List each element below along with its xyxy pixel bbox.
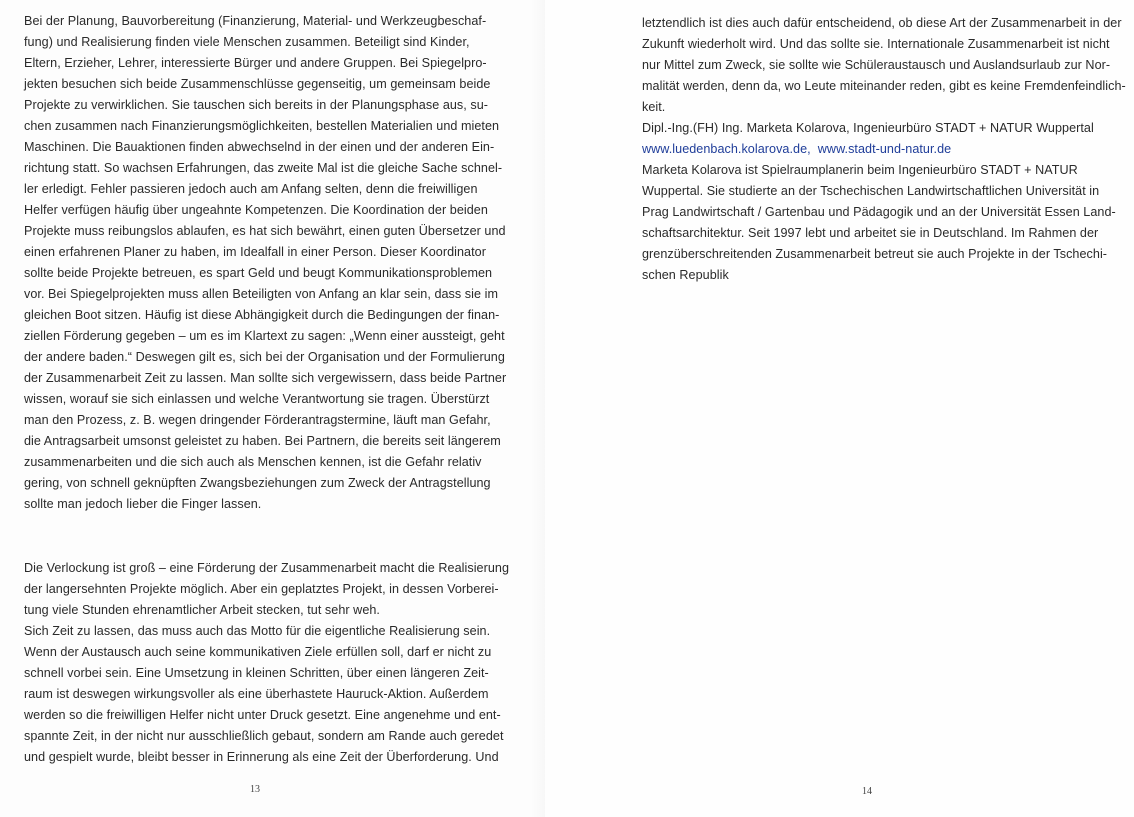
text-line: malität werden, denn da, wo Leute miteinander reden, gibt es keine Fremdenfeindlich-	[642, 79, 1126, 93]
text-line: ler erledigt. Fehler passieren jedoch auch am Anfang selten, denn die freiwilligen	[24, 182, 478, 196]
text-line: raum ist deswegen wirkungsvoller als eine überhastete Hauruck-Aktion. Außerdem	[24, 687, 489, 701]
text-line: Helfer verfügen häufig über ungeahnte Kompetenzen. Die Koordination der beiden	[24, 203, 488, 217]
text-line: Marketa Kolarova ist Spielraumplanerin beim Ingenieurbüro STADT + NATUR	[642, 163, 1078, 177]
text-line: Wenn der Austausch auch seine kommunikativen Ziele erfüllen soll, darf er nicht zu	[24, 645, 492, 659]
right-page	[545, 0, 1134, 817]
text-line: gleichen Boot sitzen. Häufig ist diese Abhängigkeit durch die Bedingungen der finan-	[24, 308, 500, 322]
text-line: und gespielt wurde, bleibt besser in Erinnerung als eine Zeit der Überforderung. Und	[24, 750, 499, 764]
text-line: jekten besuchen sich beide Zusammenschlüsse gegenseitig, um gemeinsam beide	[24, 77, 491, 91]
text-line: schen Republik	[642, 268, 729, 282]
text-line: chen zusammen nach Finanzierungsmöglichkeiten, bestellen Materialien und mieten	[24, 119, 500, 133]
page-number-left: 13	[250, 784, 260, 795]
page-number-right: 14	[862, 786, 872, 797]
text-line: Bei der Planung, Bauvorbereitung (Finanzierung, Material- und Werkzeugbeschaf-	[24, 14, 487, 28]
text-line: zusammenarbeiten und die sich auch als Menschen kennen, ist die Gefahr relativ	[24, 455, 482, 469]
links-line	[642, 139, 1126, 160]
text-line: grenzüberschreitenden Zusammenarbeit betreut sie auch Projekte in der Tschechi-	[642, 247, 1108, 261]
text-line: der langersehnten Projekte möglich. Aber ein geplatztes Projekt, in dessen Vorberei-	[24, 582, 499, 596]
text-line: Projekte muss reibungslos ablaufen, es hat sich bewährt, einen guten Übersetzer und	[24, 224, 506, 238]
text-line: ziellen Förderung gegeben – um es im Klartext zu sagen: „Wenn einer aussteigt, geht	[24, 329, 505, 343]
text-line: letztendlich ist dies auch dafür entscheidend, ob diese Art der Zusammenarbeit in der	[642, 16, 1122, 30]
right-paragraph	[642, 13, 1126, 286]
text-line: Maschinen. Die Bauaktionen finden abwechselnd in der einen und der anderen Ein-	[24, 140, 495, 154]
text-line: sollte beide Projekte betreuen, es spart Geld und beugt Kommunikationsproblemen	[24, 266, 493, 280]
text-line: Projekte zu verwirklichen. Sie tauschen sich bereits in der Planungsphase aus, su-	[24, 98, 489, 112]
text-line: fung) und Realisierung finden viele Menschen zusammen. Beteiligt sind Kinder,	[24, 35, 470, 49]
text-line: einen erfahrenen Planer zu haben, im Idealfall in einer Person. Dieser Koordinator	[24, 245, 486, 259]
text-line: gering, von schnell geknüpften Zwangsbeziehungen zum Zweck der Antragstellung	[24, 476, 491, 490]
author-credit: Dipl.-Ing.(FH) Ing. Marketa Kolarova, Ingenieurbüro STADT + NATUR Wuppertal	[642, 121, 1094, 135]
text-line: sollte man jedoch lieber die Finger lassen.	[24, 497, 262, 511]
text-line: Zukunft wiederholt wird. Und das sollte sie. Internationale Zusammenarbeit ist nicht	[642, 37, 1110, 51]
text-line: Sich Zeit zu lassen, das muss auch das Motto für die eigentliche Realisierung sein.	[24, 624, 491, 638]
left-paragraph-2	[24, 558, 509, 768]
text-line: richtung statt. So wachsen Erfahrungen, das zweite Mal ist die gleiche Sache schnel-	[24, 161, 503, 175]
text-line: keit.	[642, 100, 666, 114]
link-stadt-und-natur[interactable]: www.stadt-und-natur.de	[817, 142, 952, 156]
text-line: Die Verlockung ist groß – eine Förderung der Zusammenarbeit macht die Realisierung	[24, 561, 509, 575]
text-line: Wuppertal. Sie studierte an der Tschechischen Landwirtschaftlichen Universität in	[642, 184, 1100, 198]
left-paragraph-1	[24, 11, 506, 515]
text-line: vor. Bei Spiegelprojekten muss allen Beteiligten von Anfang an klar sein, dass sie im	[24, 287, 498, 301]
link-luedenbach[interactable]: www.luedenbach.kolarova.de,	[642, 142, 811, 156]
text-line: Eltern, Erzieher, Lehrer, interessierte Bürger und andere Gruppen. Bei Spiegelpro-	[24, 56, 487, 70]
text-line: der andere baden.“ Deswegen gilt es, sich bei der Organisation und der Formulierung	[24, 350, 505, 364]
left-page	[0, 0, 545, 817]
text-line: nur Mittel zum Zweck, sie sollte wie Schüleraustausch und Auslandsurlaub zur Nor-	[642, 58, 1111, 72]
text-line: tung viele Stunden ehrenamtlicher Arbeit stecken, tut sehr weh.	[24, 603, 380, 617]
text-line: der Zusammenarbeit Zeit zu lassen. Man sollte sich vergewissern, dass beide Partner	[24, 371, 507, 385]
text-line: schaftsarchitektur. Seit 1997 lebt und arbeitet sie in Deutschland. Im Rahmen der	[642, 226, 1099, 240]
text-line: wissen, worauf sie sich einlassen und welche Verantwortung sie tragen. Überstürzt	[24, 392, 490, 406]
text-line: Prag Landwirtschaft / Gartenbau und Pädagogik und an der Universität Essen Land-	[642, 205, 1116, 219]
text-line: werden so die freiwilligen Helfer nicht unter Druck gesetzt. Eine angenehme und ent-	[24, 708, 501, 722]
text-line: spannte Zeit, in der nicht nur ausschließlich gebaut, sondern am Rande auch geredet	[24, 729, 504, 743]
text-line: man den Prozess, z. B. wegen dringender Förderantragstermine, läuft man Gefahr,	[24, 413, 491, 427]
text-line: schnell vorbei sein. Eine Umsetzung in kleinen Schritten, über einen längeren Zeit-	[24, 666, 489, 680]
text-line: die Antragsarbeit umsonst geleistet zu haben. Bei Partnern, die bereits seit längerem	[24, 434, 501, 448]
